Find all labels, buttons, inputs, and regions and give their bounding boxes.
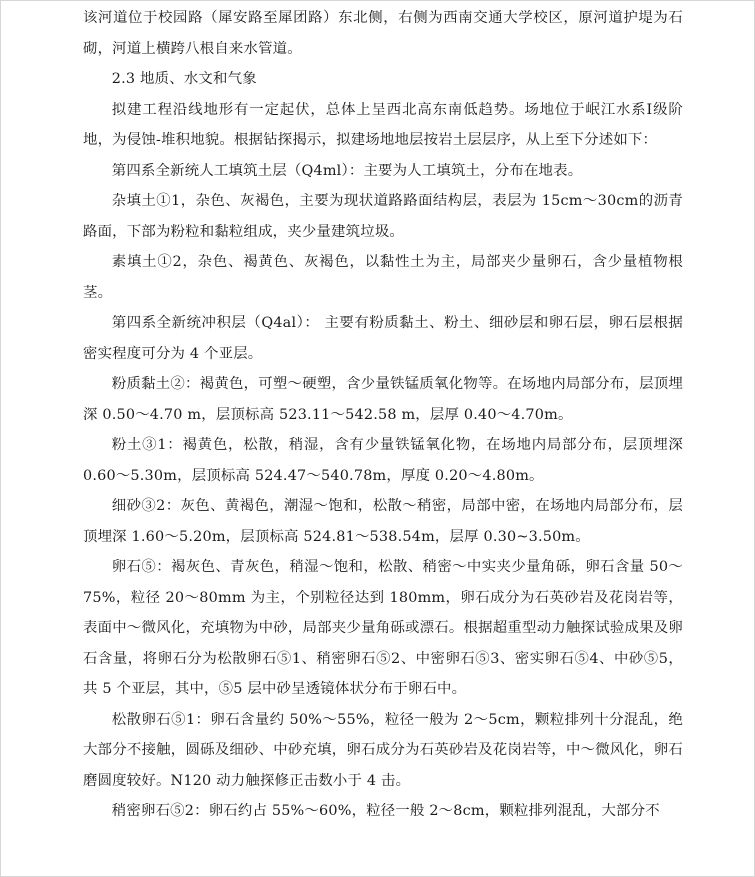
paragraph-silt: 粉土③1：褐黄色，松散，稍湿，含有少量铁锰氧化物，在场地内局部分布，层顶埋深 0.60～5.30m，层顶标高 524.47～540.78m，厚度 0.20～4.80m。 bbox=[83, 437, 683, 484]
paragraph-silty-clay: 粉质黏土②：褐黄色，可塑～硬塑，含少量铁锰质氧化物等。在场地内局部分布，层顶埋深 0.50～4.70 m，层顶标高 523.11～542.58 m，层厚 0.40～4.70m。 bbox=[83, 376, 683, 423]
paragraph-fine-sand: 细砂③2：灰色、黄褐色，潮湿～饱和，松散～稍密，局部中密，在场地内局部分布，层顶埋深 1.60～5.20m，层顶标高 524.81～538.54m，层厚 0.30~3.50m。 bbox=[83, 498, 683, 545]
paragraph-alluvial-layer: 第四系全新统冲积层（Q4al）： 主要有粉质黏土、粉土、细砂层和卵石层，卵石层根据密实程度可分为 4 个亚层。 bbox=[83, 315, 683, 362]
paragraph-terrain: 拟建工程沿线地形有一定起伏，总体上呈西北高东南低趋势。场地位于岷江水系Ⅰ级阶地，为侵蚀-堆积地貌。根据钻探揭示，拟建场地地层按岩土层层序，从上至下分述如下： bbox=[83, 101, 683, 148]
paragraph-artificial-fill-layer: 第四系全新统人工填筑土层（Q4ml）：主要为人工填筑土，分布在地表。 bbox=[111, 162, 583, 179]
paragraph-loose-pebble: 松散卵石⑤1：卵石含量约 50%～55%，粒径一般为 2～5cm，颗粒排列十分混乱，绝大部分不接触，圆砾及细砂、中砂充填，卵石成分为石英砂岩及花岗岩等，中～微风化，卵石磨圆度较好。N120 动力触探修正击数小于 4 击。 bbox=[83, 711, 683, 789]
paragraph-pebble: 卵石⑤：褐灰色、青灰色，稍湿～饱和，松散、稍密～中实夹少量角砾，卵石含量 50～75%，粒径 20～80mm 为主，个别粒径达到 180mm，卵石成分为石英砂岩及花岗岩等，表面中～微风化，充填物为中砂，局部夹少量角砾或漂石。根据超重型动力触探试验成果及卵石含量，将卵石分为松散卵石⑤1、稍密卵石⑤2、中密卵石⑤3、密实卵石⑤4、中砂⑤5，共 5 个亚层，其中，⑤5 层中砂呈透镜体状分布于卵石中。 bbox=[83, 559, 683, 697]
paragraph-miscellaneous-fill: 杂填土①1，杂色、灰褐色，主要为现状道路路面结构层，表层为 15cm～30cm的沥青路面，下部为粉粒和黏粒组成，夹少量建筑垃圾。 bbox=[83, 193, 683, 240]
document-body bbox=[83, 3, 683, 827]
paragraph-slightly-dense-pebble: 稍密卵石⑤2：卵石约占 55%～60%，粒径一般 2～8cm，颗粒排列混乱，大部分不 bbox=[111, 803, 660, 819]
paragraph-plain-fill: 素填土①2，杂色、褐黄色、灰褐色，以黏性土为主，局部夹少量卵石，含少量植物根茎。 bbox=[83, 254, 683, 301]
paragraph-river-location: 该河道位于校园路（犀安路至犀团路）东北侧，右侧为西南交通大学校区，原河道护堤为石砌，河道上横跨八根自来水管道。 bbox=[83, 10, 683, 57]
section-heading-geology: 2.3 地质、水文和气象 bbox=[111, 71, 257, 87]
